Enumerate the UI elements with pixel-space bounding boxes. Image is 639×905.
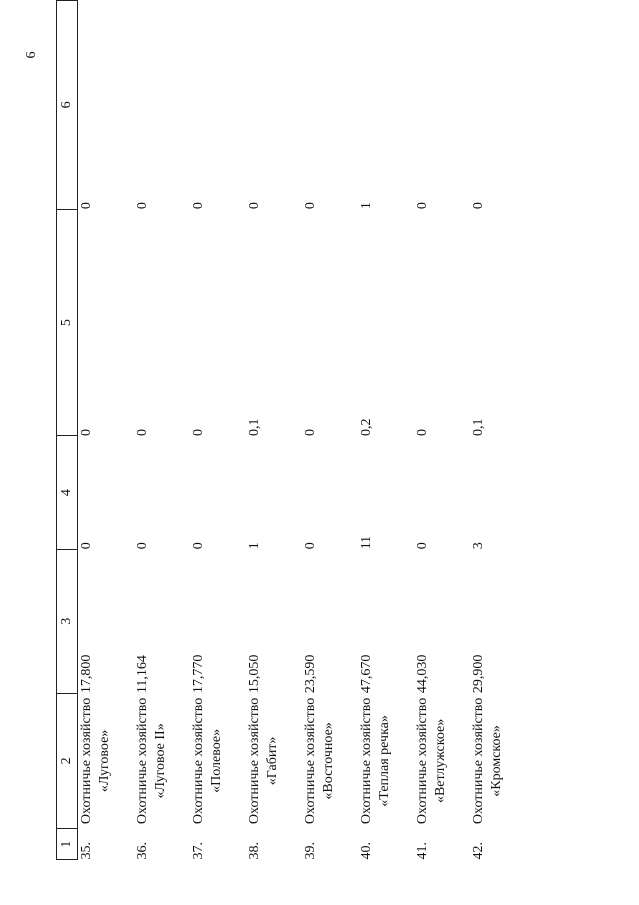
column-5-value: 0,1	[247, 418, 262, 436]
column-6-value: 0	[415, 202, 430, 210]
farm-name: Охотничье хозяйство «Ветлужское»	[415, 697, 448, 825]
table-header-row	[57, 1, 78, 860]
column-5-value: 0	[79, 428, 94, 436]
column-5-value: 0	[303, 428, 318, 436]
row-number: 42.	[471, 842, 486, 860]
table-row	[358, 1, 414, 860]
column-6-value: 0	[191, 202, 206, 210]
area-value: 44,030	[415, 654, 430, 694]
row-number: 37.	[191, 842, 206, 860]
column-4-value: 11	[359, 535, 374, 550]
column-5-value: 0,2	[359, 418, 374, 436]
column-6-value: 0	[247, 202, 262, 210]
area-value: 15,050	[247, 654, 262, 694]
column-header-2: 2	[57, 693, 78, 829]
table-row	[78, 1, 135, 860]
column-6-value: 1	[359, 202, 374, 210]
row-number: 41.	[415, 842, 430, 860]
hunting-farms-table	[56, 0, 526, 860]
column-header-6: 6	[57, 1, 78, 210]
table-row	[470, 1, 526, 860]
table-body	[78, 1, 527, 860]
area-value: 17,800	[79, 654, 94, 694]
column-4-value: 0	[79, 542, 94, 550]
table-row	[134, 1, 190, 860]
column-6-value: 0	[135, 202, 150, 210]
column-6-value: 0	[471, 202, 486, 210]
column-header-3: 3	[57, 549, 78, 693]
column-header-5: 5	[57, 209, 78, 436]
farm-name: Охотничье хозяйство «Луговое»	[79, 697, 112, 825]
column-4-value: 3	[471, 542, 486, 550]
column-header-4: 4	[57, 436, 78, 549]
table-row	[302, 1, 358, 860]
row-number: 40.	[359, 842, 374, 860]
column-5-value: 0,1	[471, 418, 486, 436]
area-value: 47,670	[359, 654, 374, 694]
table-row	[414, 1, 470, 860]
farm-name: Охотничье хозяйство «Теплая речка»	[359, 697, 392, 825]
area-value: 23,590	[303, 654, 318, 694]
column-4-value: 0	[191, 542, 206, 550]
farm-name: Охотничье хозяйство «Кромское»	[471, 697, 504, 825]
column-4-value: 0	[415, 542, 430, 550]
area-value: 11,164	[135, 655, 150, 694]
page-number: 6	[24, 51, 39, 59]
column-6-value: 0	[303, 202, 318, 210]
column-6-value: 0	[79, 202, 94, 210]
area-value: 17,770	[191, 654, 206, 694]
column-4-value: 0	[135, 542, 150, 550]
column-5-value: 0	[191, 428, 206, 436]
farm-name: Охотничье хозяйство «Луговое II»	[135, 697, 168, 825]
column-5-value: 0	[415, 428, 430, 436]
farm-name: Охотничье хозяйство «Полевое»	[191, 697, 224, 825]
row-number: 38.	[247, 842, 262, 860]
table-row	[246, 1, 302, 860]
row-number: 36.	[135, 842, 150, 860]
farm-name: Охотничье хозяйство «Восточное»	[303, 697, 336, 825]
area-value: 29,900	[471, 654, 486, 694]
column-4-value: 0	[303, 542, 318, 550]
table-row	[190, 1, 246, 860]
column-header-1: 1	[57, 829, 78, 860]
row-number: 39.	[303, 842, 318, 860]
farm-name: Охотничье хозяйство «Габит»	[247, 697, 280, 825]
column-5-value: 0	[135, 428, 150, 436]
column-4-value: 1	[247, 542, 262, 550]
row-number: 35.	[79, 842, 94, 860]
